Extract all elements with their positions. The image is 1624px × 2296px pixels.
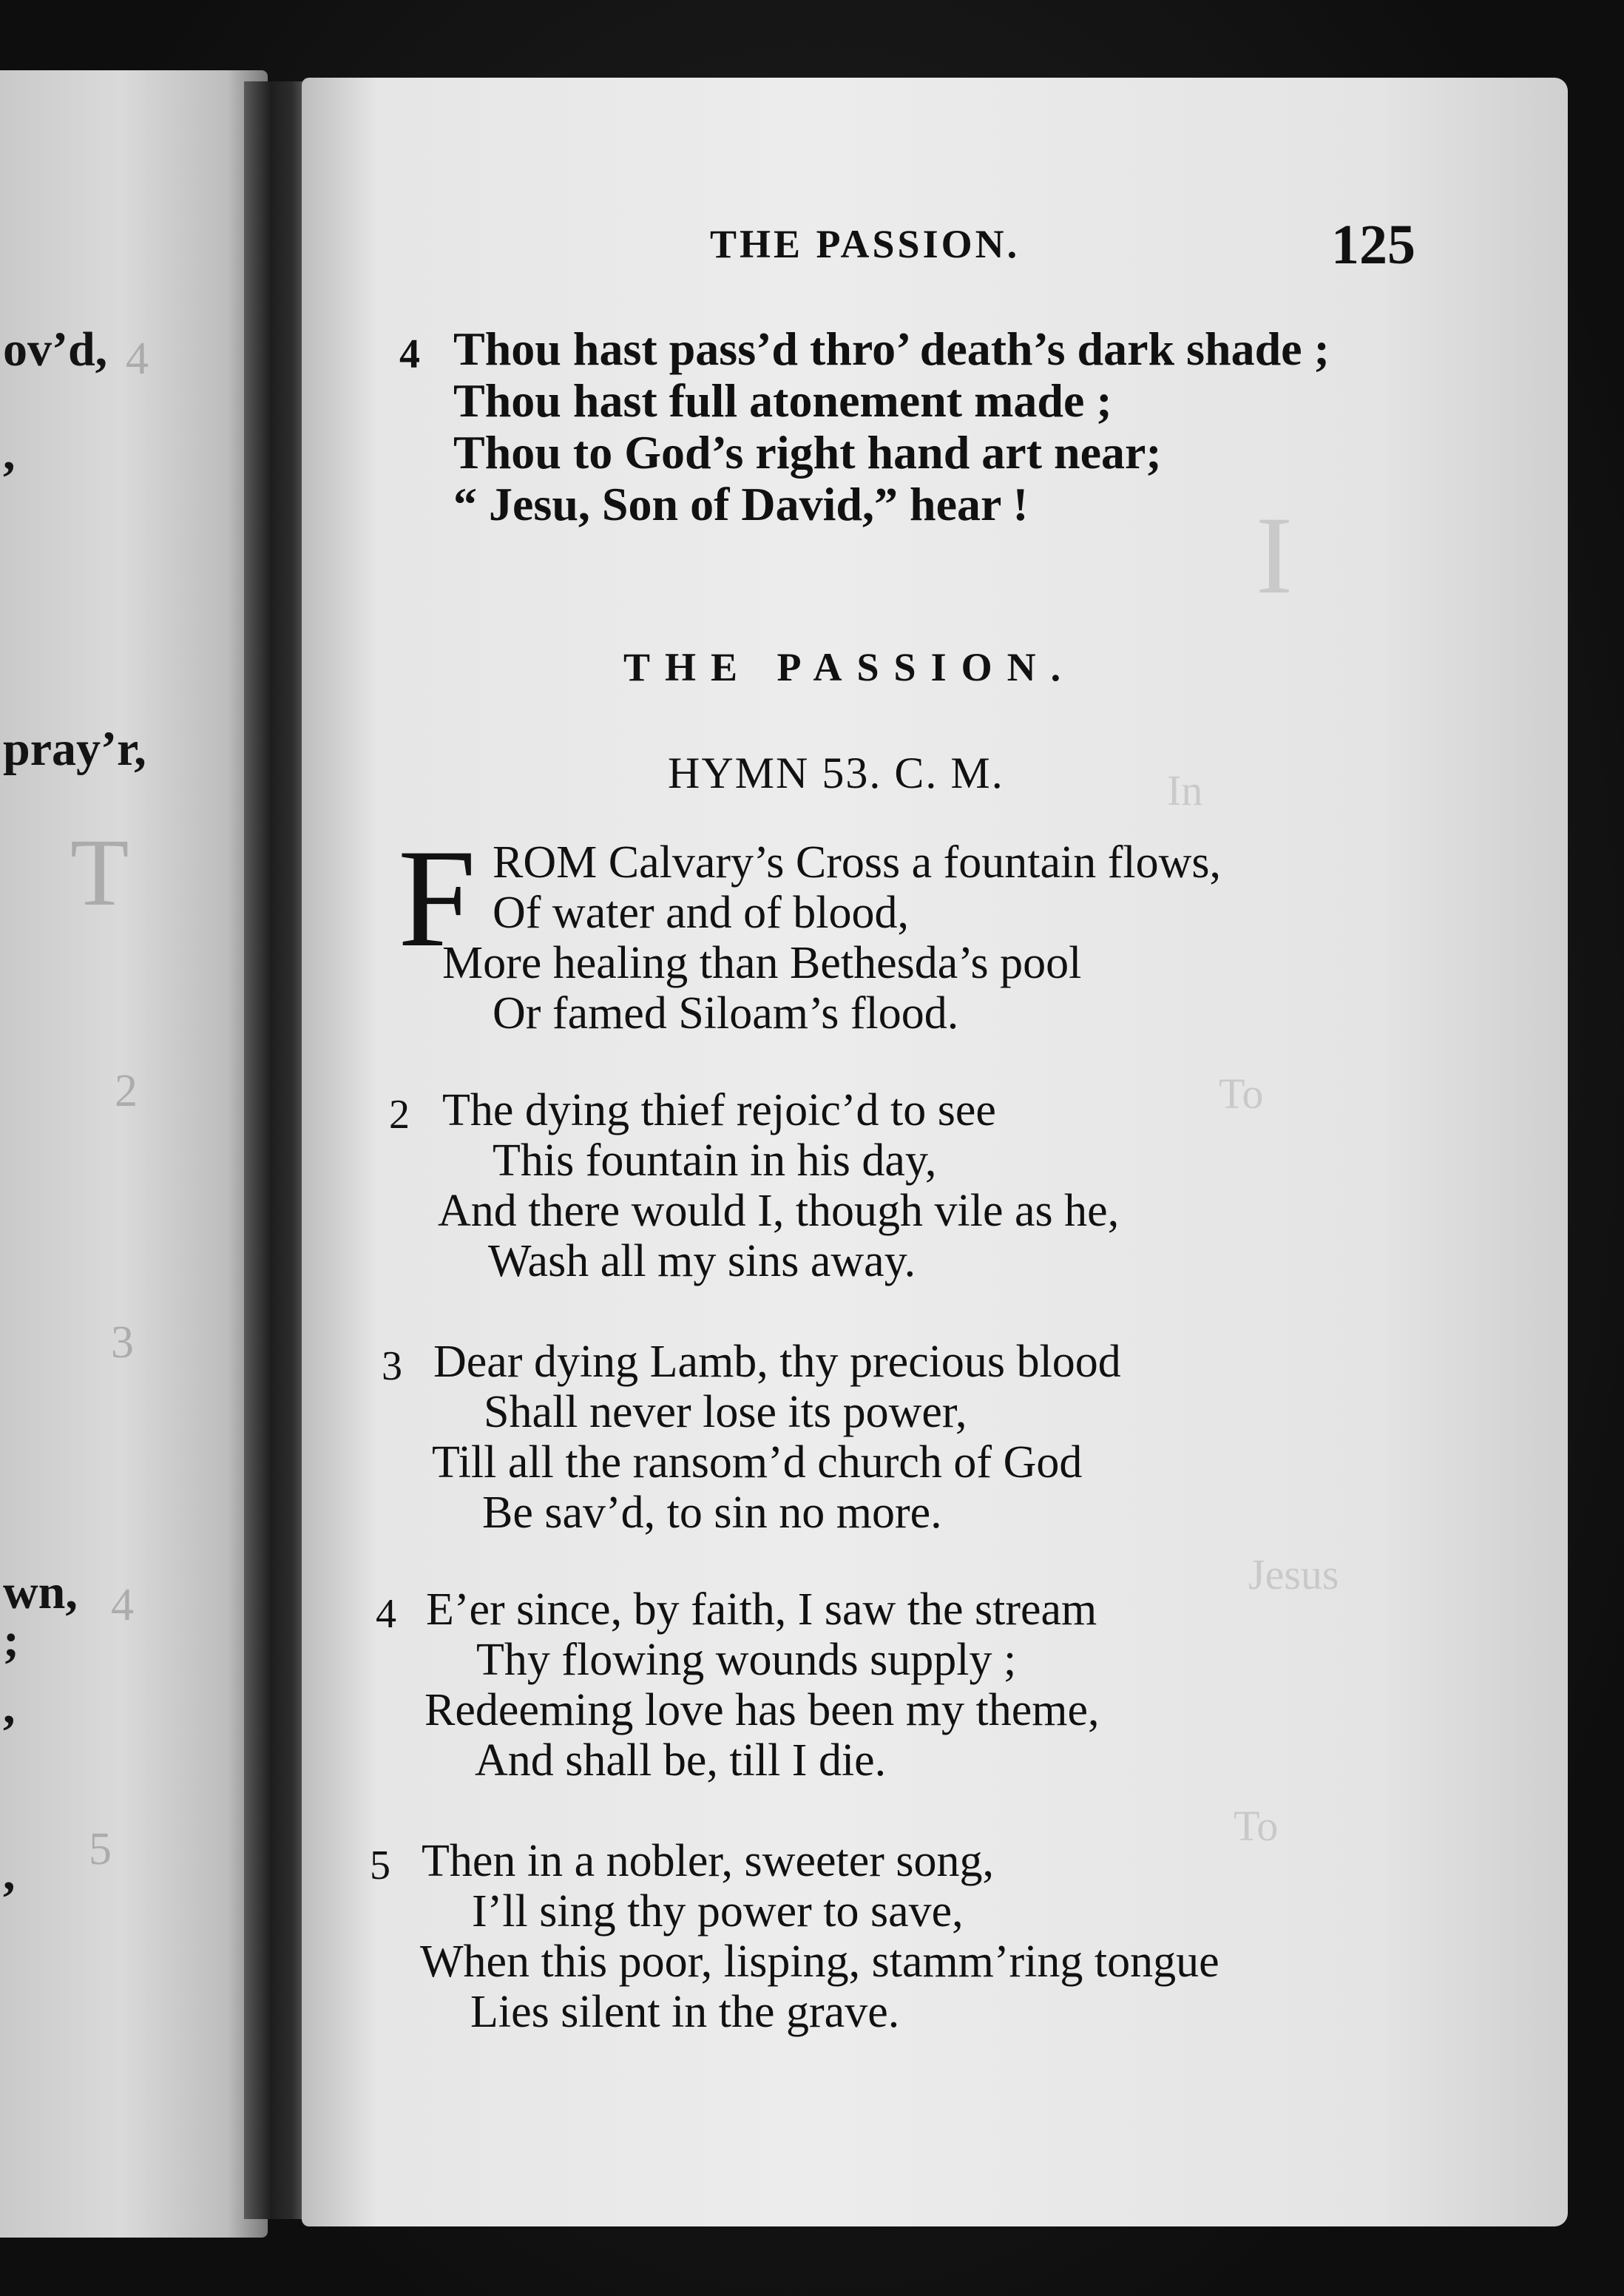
verse-line: The dying thief rejoic’d to see [442,1085,996,1135]
verse-line: “ Jesu, Son of David,” hear ! [453,478,1029,530]
verse-line: Thou hast full atonement made ; [453,374,1112,427]
left-page-fragment: , [3,1680,16,1734]
verse-line: Or famed Siloam’s flood. [493,988,959,1039]
verse-line: When this poor, lisping, stamm’ring tongue [420,1937,1219,1987]
verse-line: I’ll sing thy power to save, [472,1886,964,1937]
verse-line: Wash all my sins away. [488,1236,916,1286]
verse-line: E’er since, by faith, I saw the stream [426,1584,1097,1635]
stanza-number: 3 [382,1343,402,1389]
verse-line: Dear dying Lamb, thy precious blood [433,1337,1121,1387]
section-title: THE PASSION. [623,645,1076,689]
page-number: 125 [1331,214,1415,276]
verse-line: Be sav’d, to sin no more. [482,1488,942,1538]
left-page-fragment: ; [3,1613,19,1667]
verse-line: Lies silent in the grave. [470,1987,900,2037]
left-ghost-numeral: 2 [115,1066,138,1116]
stanza-number: 2 [389,1092,410,1138]
verse-line: Redeeming love has been my theme, [424,1685,1100,1735]
stanza-number: 5 [370,1843,390,1888]
verse-line: Thy flowing wounds supply ; [476,1635,1017,1685]
stanza-number: 4 [376,1591,396,1637]
hymn-heading: HYMN 53. C. M. [668,749,1004,797]
left-page-fragment: , [3,426,16,480]
verse-line: Thou to God’s right hand art near; [453,426,1162,479]
verse-line: More healing than Bethesda’s pool [442,938,1082,988]
left-ghost-numeral: 4 [111,1580,134,1630]
verse-line: Then in a nobler, sweeter song, [422,1836,995,1886]
verse-line: And there would I, though vile as he, [438,1186,1120,1236]
verse-line: Thou hast pass’d thro’ death’s dark shade ; [453,323,1330,375]
left-ghost-numeral: 5 [89,1824,112,1874]
left-page [0,70,268,2238]
verse-line: Of water and of blood, [493,888,909,938]
drop-cap: F [398,821,476,976]
left-page-fragment: ov’d, [3,323,108,377]
left-ghost-numeral: 4 [126,334,149,384]
left-ghost-numeral: 3 [111,1317,134,1368]
verse-line: This fountain in his day, [493,1135,937,1186]
running-head: THE PASSION. [710,222,1021,266]
right-page: I In To Jesus To THE PASSION. 125 4 Thou hast pass’d thro’ death’s dark shade ; Thou hast full atonement made ; Thou to God’s right hand art near; “ Jesu, Son of David,” hear ! THE PASSION. HYMN 53. C. M. F ROM Calvary’s Cross a fountain flows, Of water and of blood, More healing than Bethesda’s pool Or famed Siloam’s flood. 2 The dying thief rejoic’d to see This fountain in his day, And there would I, though vile as he, Wash all my sins away. 3 Dear dying Lamb, thy precious blood Shall never lose its power, Till all the ransom’d church of God Be sav’d, to sin no more. 4 E’er since, by faith, I saw the stream Thy flowing wounds supply ; Redeeming love has been my theme, And shall be, till I die. 5 Then in a nobler, sweeter song, I’ll sing thy power to save, When this poor, lisping, stamm’ring tongue Lies silent in the grave. [302,78,1568,2226]
left-ghost-numeral: T [70,820,129,926]
left-page-fragment: , [3,1846,16,1900]
stanza-number: 4 [399,331,420,377]
verse-line: Till all the ransom’d church of God [432,1437,1083,1488]
verse-line: Shall never lose its power, [484,1387,967,1437]
left-page-fragment: wn, [3,1565,78,1619]
verse-line: And shall be, till I die. [475,1735,887,1786]
left-page-fragment: pray’r, [3,722,146,776]
verse-line: ROM Calvary’s Cross a fountain flows, [493,837,1222,888]
